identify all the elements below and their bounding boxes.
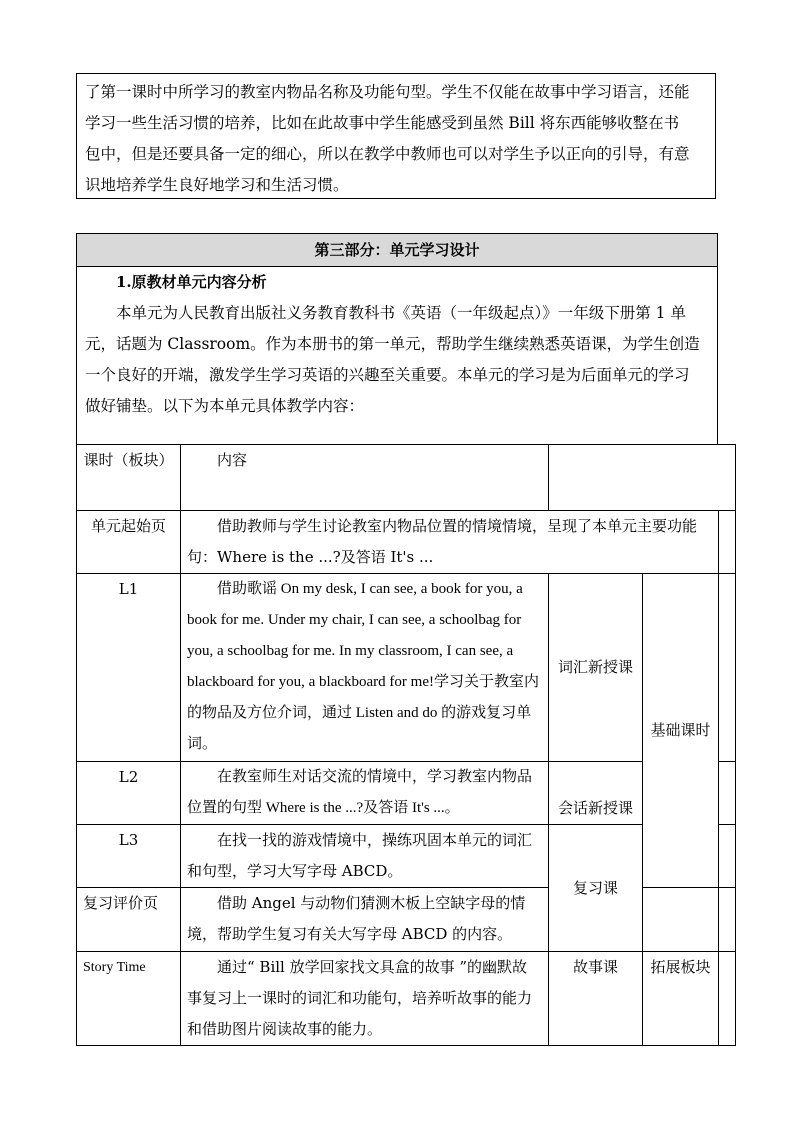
row-block: 拓展板块	[643, 952, 719, 1046]
row-lesson: Story Time	[77, 952, 181, 1046]
row-type: 复习课	[549, 825, 643, 952]
section-paragraph-line: 元，话题为 Classroom。作为本册书的第一单元，帮助学生继续熟悉英语课，为学生创造	[85, 335, 700, 353]
header-empty	[549, 445, 736, 511]
row-content: 借助 Angel 与动物们猜测木板上空缺字母的情境，帮助学生复习有关大写字母 ABCD 的内容。	[181, 888, 549, 952]
row-empty	[719, 825, 736, 888]
section-paragraph-line: 本单元为人民教育出版社义务教育教科书《英语（一年级起点）》一年级下册第 1 单	[116, 304, 686, 322]
row-type: 词汇新授课	[549, 574, 643, 762]
row-content: 借助教师与学生讨论教室内物品位置的情境情境，呈现了本单元主要功能句：Where is the ...?及答语 It's ...	[181, 511, 719, 574]
row-lesson: L1	[77, 574, 181, 762]
row-type: 故事课	[549, 952, 643, 1046]
row-lesson: L2	[77, 762, 181, 825]
row-empty	[719, 574, 736, 762]
row-type: 会话新授课	[549, 762, 643, 825]
block-basic: 基础课时	[643, 574, 719, 888]
section-body	[77, 267, 717, 445]
row-empty	[719, 952, 736, 1046]
intro-line: 了第一课时中所学习的教室内物品名称及功能句型。学生不仅能在故事中学习语言，还能	[85, 83, 690, 101]
table-row	[77, 952, 736, 1046]
table-row	[77, 762, 736, 825]
section-subheading: 1.原教材单元内容分析	[116, 273, 267, 291]
row-content: 在教室师生对话交流的情境中，学习教室内物品位置的句型 Where is the ...?及答语 It's ...。	[181, 762, 549, 825]
lesson-table	[76, 444, 736, 1046]
section-paragraph-line: 做好铺垫。以下为本单元具体教学内容：	[85, 397, 365, 415]
row-empty	[719, 511, 736, 574]
intro-box	[76, 73, 716, 199]
intro-line: 学习一些生活习惯的培养，比如在此故事中学生能感受到虽然 Bill 将东西能够收整在书	[85, 114, 680, 132]
row-content: 借助歌谣 On my desk, I can see, a book for you, a book for me. Under my chair, I can see, a schoolbag for you, a schoolbag for me. In my classroom, I can see, a blackboard for you, a blackboard for me!学习关于教室内的物品及方位介词，通过 Listen and do 的游戏复习单词。	[181, 574, 549, 762]
row-content: 在找一找的游戏情境中，操练巩固本单元的词汇和句型，学习大写字母 ABCD。	[181, 825, 549, 888]
header-lesson: 课时（板块）	[77, 445, 181, 511]
section-paragraph-line: 一个良好的开端，激发学生学习英语的兴趣至关重要。本单元的学习是为后面单元的学习	[85, 366, 690, 384]
section-unit-design	[76, 233, 718, 445]
section-header: 第三部分：单元学习设计	[77, 234, 717, 267]
row-empty	[719, 762, 736, 825]
table-header-row	[77, 445, 736, 511]
table-row	[77, 574, 736, 762]
intro-line: 包中，但是还要具备一定的细心，所以在教学中教师也可以对学生予以正向的引导，有意	[85, 145, 690, 163]
header-content: 内容	[181, 445, 549, 511]
row-block-empty	[643, 888, 719, 952]
row-lesson: L3	[77, 825, 181, 888]
row-content: 通过“ Bill 放学回家找文具盒的故事 ”的幽默故事复习上一课时的词汇和功能句，培养听故事的能力和借助图片阅读故事的能力。	[181, 952, 549, 1046]
table-row	[77, 511, 736, 574]
row-empty	[719, 888, 736, 952]
table-row	[77, 825, 736, 888]
row-lesson: 复习评价页	[77, 888, 181, 952]
row-lesson: 单元起始页	[77, 511, 181, 574]
intro-line: 识地培养学生良好地学习和生活习惯。	[85, 176, 349, 194]
